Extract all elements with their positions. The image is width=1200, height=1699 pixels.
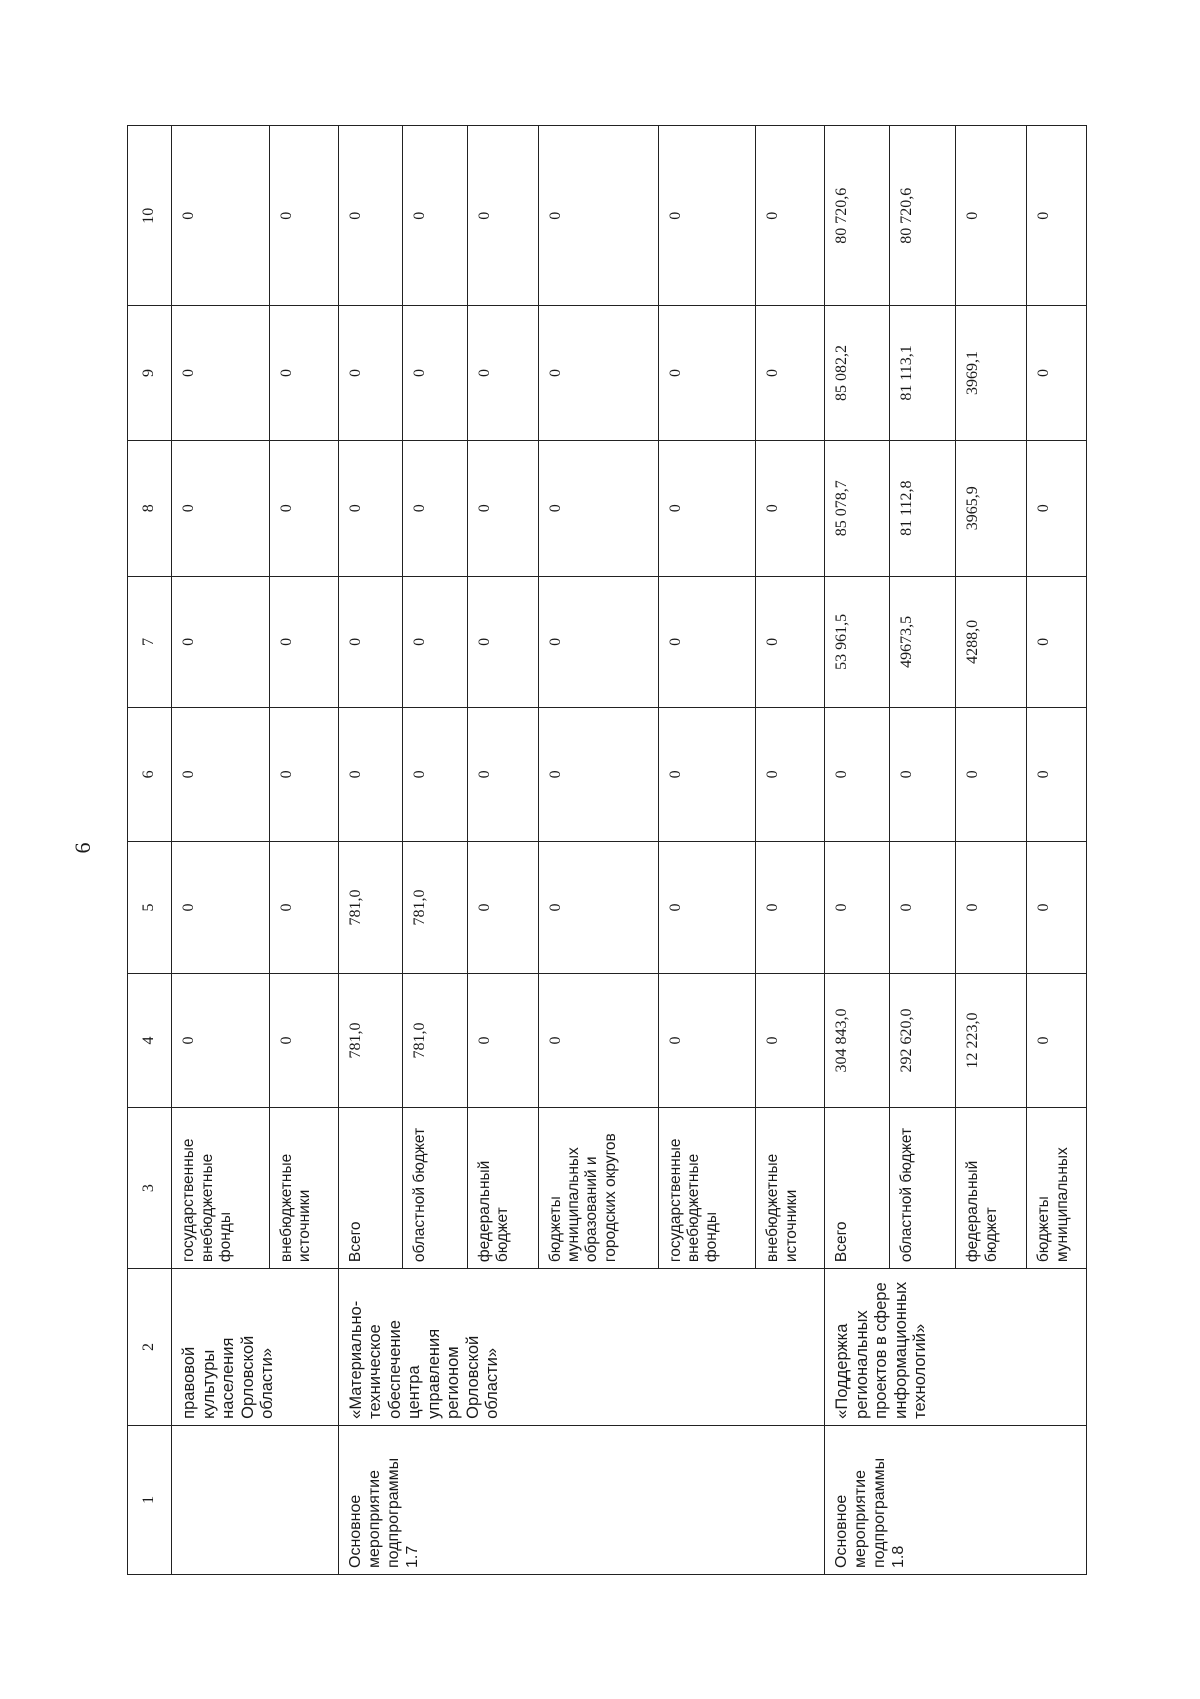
activity-title-cell: правовой культуры населения Орловской области» (172, 1269, 339, 1426)
amount-cell: 0 (1027, 306, 1087, 440)
amount-cell: 0 (889, 841, 956, 973)
amount-cell: 0 (172, 707, 270, 841)
amount-cell: 0 (658, 707, 756, 841)
amount-cell: 0 (825, 841, 889, 973)
amount-cell: 3969,1 (956, 306, 1027, 440)
table-row (338, 126, 402, 1575)
amount-cell: 0 (403, 306, 467, 440)
amount-cell: 0 (270, 576, 339, 707)
amount-cell: 0 (756, 973, 825, 1107)
amount-cell: 0 (403, 440, 467, 576)
funding-source-cell: Всего (338, 1108, 402, 1269)
funding-source-cell: государственные внебюджетные фонды (658, 1108, 756, 1269)
amount-cell: 0 (756, 707, 825, 841)
amount-cell: 0 (467, 973, 538, 1107)
amount-cell: 292 620,0 (889, 973, 956, 1107)
amount-cell: 3965,9 (956, 440, 1027, 576)
amount-cell: 0 (467, 707, 538, 841)
header-cell: 10 (128, 126, 172, 306)
amount-cell: 0 (1027, 576, 1087, 707)
amount-cell: 0 (538, 306, 658, 440)
funding-source-cell: внебюджетные источники (756, 1108, 825, 1269)
amount-cell: 0 (889, 707, 956, 841)
amount-cell: 0 (172, 306, 270, 440)
header-cell: 2 (128, 1269, 172, 1426)
amount-cell: 0 (270, 440, 339, 576)
amount-cell: 0 (956, 707, 1027, 841)
amount-cell: 0 (658, 440, 756, 576)
amount-cell: 85 082,2 (825, 306, 889, 440)
amount-cell: 0 (172, 841, 270, 973)
amount-cell: 0 (467, 440, 538, 576)
amount-cell: 0 (658, 841, 756, 973)
amount-cell: 0 (172, 576, 270, 707)
amount-cell: 0 (658, 306, 756, 440)
amount-cell: 0 (172, 973, 270, 1107)
rotated-table-wrapper (127, 125, 1087, 1575)
funding-source-cell: государственные внебюджетные фонды (172, 1108, 270, 1269)
amount-cell: 0 (338, 440, 402, 576)
amount-cell: 781,0 (403, 841, 467, 973)
amount-cell: 0 (956, 841, 1027, 973)
activity-name-cell (172, 1425, 339, 1574)
amount-cell: 4288,0 (956, 576, 1027, 707)
amount-cell: 0 (1027, 440, 1087, 576)
amount-cell: 781,0 (403, 973, 467, 1107)
amount-cell: 0 (338, 306, 402, 440)
funding-source-cell: областной бюджет (889, 1108, 956, 1269)
header-row (128, 126, 172, 1575)
amount-cell: 0 (467, 841, 538, 973)
amount-cell: 0 (825, 707, 889, 841)
amount-cell: 0 (270, 126, 339, 306)
amount-cell: 0 (338, 576, 402, 707)
amount-cell: 0 (1027, 126, 1087, 306)
amount-cell: 53 961,5 (825, 576, 889, 707)
activity-title-cell: «Материально-техническое обеспечение центра управления регионом Орловской области» (338, 1269, 824, 1426)
amount-cell: 0 (1027, 707, 1087, 841)
funding-source-cell: Всего (825, 1108, 889, 1269)
amount-cell: 0 (270, 973, 339, 1107)
amount-cell: 0 (538, 707, 658, 841)
amount-cell: 0 (270, 306, 339, 440)
amount-cell: 85 078,7 (825, 440, 889, 576)
activity-title-cell: «Поддержка региональных проектов в сфере информационных технологий» (825, 1269, 1087, 1426)
amount-cell: 0 (403, 576, 467, 707)
header-cell: 8 (128, 440, 172, 576)
amount-cell: 80 720,6 (889, 126, 956, 306)
activity-name-cell: Основное мероприятие подпрограммы 1.7 (338, 1425, 824, 1574)
amount-cell: 0 (338, 707, 402, 841)
amount-cell: 0 (756, 576, 825, 707)
budget-table (127, 125, 1087, 1575)
amount-cell: 0 (270, 707, 339, 841)
amount-cell: 0 (467, 576, 538, 707)
amount-cell: 0 (956, 126, 1027, 306)
amount-cell: 781,0 (338, 841, 402, 973)
amount-cell: 0 (172, 440, 270, 576)
activity-name-cell: Основное мероприятие подпрограммы 1.8 (825, 1425, 1087, 1574)
amount-cell: 0 (538, 576, 658, 707)
amount-cell: 0 (1027, 973, 1087, 1107)
table-row (825, 126, 889, 1575)
amount-cell: 0 (403, 126, 467, 306)
header-cell: 6 (128, 707, 172, 841)
header-cell: 7 (128, 576, 172, 707)
amount-cell: 81 113,1 (889, 306, 956, 440)
amount-cell: 0 (403, 707, 467, 841)
amount-cell: 0 (756, 841, 825, 973)
header-cell: 9 (128, 306, 172, 440)
amount-cell: 0 (467, 306, 538, 440)
amount-cell: 0 (172, 126, 270, 306)
amount-cell: 0 (756, 440, 825, 576)
funding-source-cell: областной бюджет (403, 1108, 467, 1269)
amount-cell: 80 720,6 (825, 126, 889, 306)
amount-cell: 781,0 (338, 973, 402, 1107)
header-cell: 1 (128, 1425, 172, 1574)
amount-cell: 0 (538, 973, 658, 1107)
funding-source-cell: внебюджетные источники (270, 1108, 339, 1269)
amount-cell: 0 (467, 126, 538, 306)
amount-cell: 0 (1027, 841, 1087, 973)
funding-source-cell: бюджеты муниципальных (1027, 1108, 1087, 1269)
amount-cell: 0 (756, 306, 825, 440)
amount-cell: 0 (338, 126, 402, 306)
amount-cell: 12 223,0 (956, 973, 1027, 1107)
funding-source-cell: федеральный бюджет (956, 1108, 1027, 1269)
table-row (172, 126, 270, 1575)
header-cell: 4 (128, 973, 172, 1107)
amount-cell: 0 (756, 126, 825, 306)
amount-cell: 81 112,8 (889, 440, 956, 576)
amount-cell: 49673,5 (889, 576, 956, 707)
amount-cell: 0 (658, 126, 756, 306)
amount-cell: 0 (538, 126, 658, 306)
amount-cell: 0 (538, 440, 658, 576)
amount-cell: 304 843,0 (825, 973, 889, 1107)
amount-cell: 0 (658, 576, 756, 707)
amount-cell: 0 (270, 841, 339, 973)
funding-source-cell: федеральный бюджет (467, 1108, 538, 1269)
header-cell: 3 (128, 1108, 172, 1269)
amount-cell: 0 (658, 973, 756, 1107)
page-number: 6 (70, 842, 95, 854)
funding-source-cell: бюджеты муниципальных образований и городских округов (538, 1108, 658, 1269)
header-cell: 5 (128, 841, 172, 973)
amount-cell: 0 (538, 841, 658, 973)
